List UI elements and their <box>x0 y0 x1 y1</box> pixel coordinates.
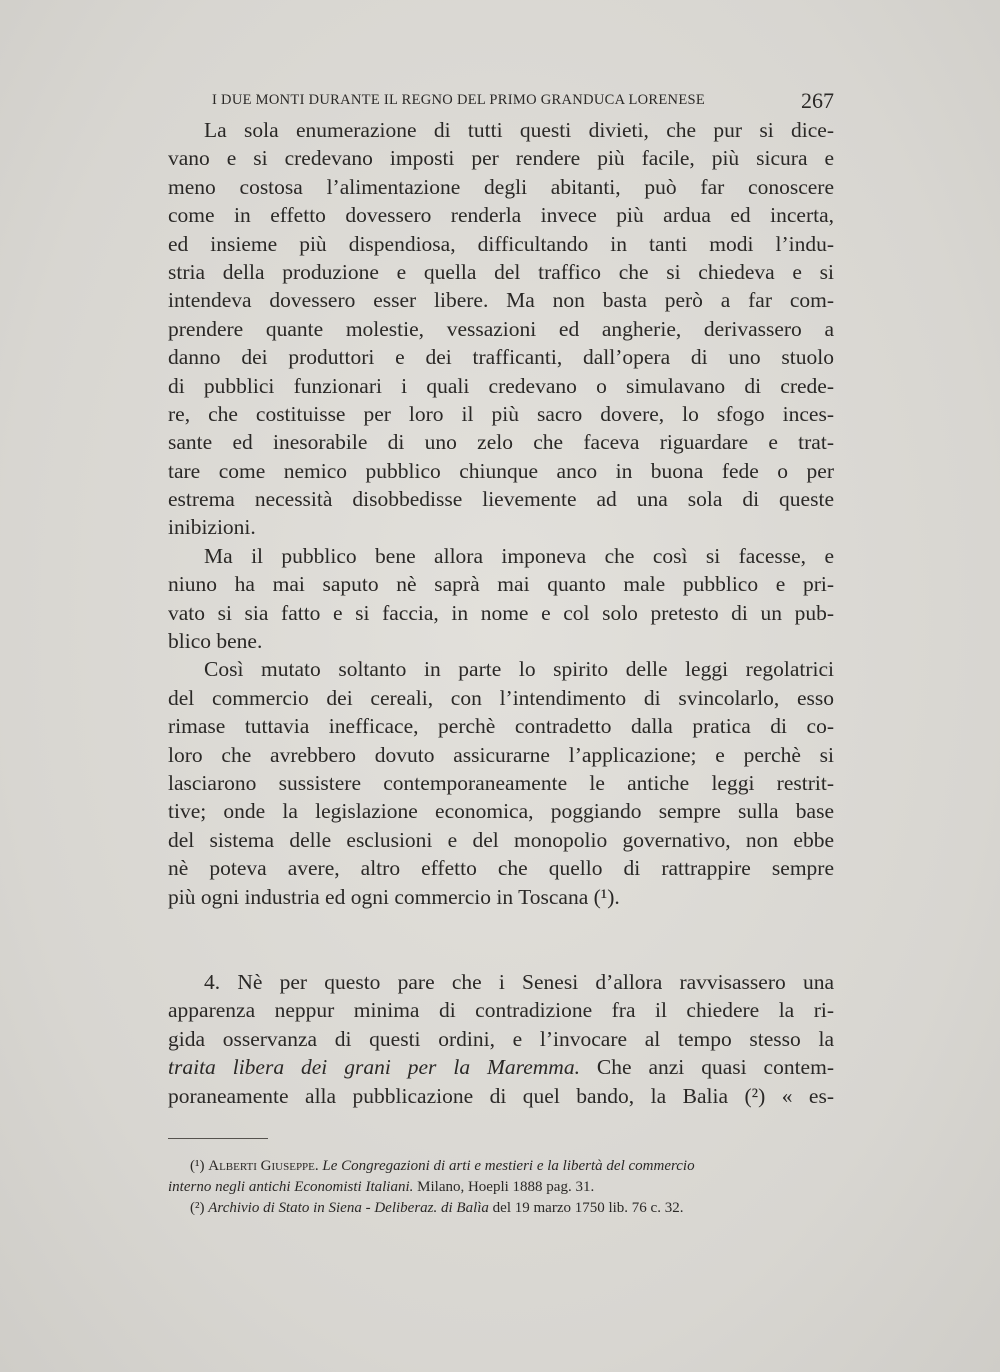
text-line: Così mutato soltanto in parte lo spirito delle leggi regolatrici <box>204 657 834 682</box>
text-line: meno costosa l’alimentazione degli abitanti, può far conoscere <box>168 174 834 199</box>
footnote-title: interno negli antichi Economisti Italiani. <box>168 1179 414 1195</box>
page-header <box>212 88 834 116</box>
text-line: 4. Nè per questo pare che i Senesi d’allora ravvisassero una <box>204 970 834 994</box>
text-line: nè poteva avere, altro effetto che quello di rattrappire sempre <box>168 856 834 881</box>
text-line: sante ed inesorabile di uno zelo che faceva riguardare e trat- <box>168 430 834 455</box>
text-line: Ma il pubblico bene allora imponeva che così si facesse, e <box>204 543 834 568</box>
text-line: re, che costituisse per loro il più sacro dovere, lo sfogo inces- <box>168 401 834 426</box>
footnote-1 <box>168 1156 834 1177</box>
footnote-2 <box>168 1198 834 1219</box>
footnote-author: Alberti Giuseppe. <box>208 1158 319 1174</box>
footnote-marker: (²) <box>190 1200 205 1216</box>
text-line <box>168 883 834 911</box>
page-number: 267 <box>801 88 834 113</box>
footnote-detail: del 19 marzo 1750 lib. 76 c. 32. <box>488 1200 684 1216</box>
footnote-divider <box>168 1138 268 1139</box>
text-line: tive; onde la legislazione economica, poggiando sempre sulla base <box>168 799 834 824</box>
punctuation: . <box>614 884 620 909</box>
text-line: prendere quante molestie, vessazioni ed angherie, derivassero a <box>168 316 834 341</box>
text-line: intendeva dovessero esser libere. Ma non basta però a far com- <box>168 288 834 313</box>
text-line: inibizioni. <box>168 515 256 540</box>
text-line: rimase tuttavia inefficace, perchè contradetto dalla pratica di co- <box>168 714 834 739</box>
text-line: vano e si credevano imposti per rendere più facile, più sicura e <box>168 146 834 171</box>
text-line <box>168 1053 834 1081</box>
footnotes <box>168 1156 834 1219</box>
text-line: niuno ha mai saputo nè saprà mai quanto male pubblico e pri- <box>168 572 834 597</box>
text-line: tare come nemico pubblico chiunque anco in buona fede o per <box>168 458 834 483</box>
footnote-imprint: Milano, Hoepli 1888 pag. 31. <box>413 1179 595 1195</box>
text-line: gida osservanza di questi ordini, e l’invocare al tempo stesso la <box>168 1026 834 1051</box>
text-segment: Che anzi quasi contem- <box>579 1055 834 1080</box>
text-segment: « es- <box>765 1083 834 1108</box>
text-line: La sola enumerazione di tutti questi divieti, che pur si dice- <box>204 118 834 142</box>
text-line: del commercio dei cereali, con l’intendimento di svincolarlo, esso <box>168 685 834 710</box>
text-line: del sistema delle esclusioni e del monopolio governativo, non ebbe <box>168 827 834 852</box>
text-segment: poraneamente alla pubblicazione di quel bando, la Balia <box>168 1083 745 1108</box>
text-segment: più ogni industria ed ogni commercio in Toscana <box>168 884 589 909</box>
text-line: estrema necessità disobbedisse lievemente ad una sola di queste <box>168 487 834 512</box>
footnote-1-cont <box>168 1177 834 1198</box>
footnote-source: Archivio di Stato in Siena - Deliberaz. di Balìa <box>208 1200 489 1216</box>
footnote-ref-1[interactable]: (¹) <box>593 884 615 909</box>
paragraph-1 <box>168 116 834 911</box>
footnote-marker: (¹) <box>190 1158 205 1174</box>
text-line <box>168 1082 834 1110</box>
text-line: stria della produzione e quella del traffico che si chiedeva e si <box>168 259 834 284</box>
text-line: danno dei produttori e dei trafficanti, dall’opera di uno stuolo <box>168 345 834 370</box>
running-title: I DUE MONTI DURANTE IL REGNO DEL PRIMO GRANDUCA LORENESE <box>212 92 705 108</box>
text-line: apparenza neppur minima di contradizione fra il chiedere la ri- <box>168 998 834 1023</box>
text-line: blico bene. <box>168 629 263 654</box>
footnote-title: Le Congregazioni di arti e mestieri e la libertà del commercio <box>322 1158 695 1174</box>
text-line: vato si sia fatto e si faccia, in nome e col solo pretesto di un pub- <box>168 600 834 625</box>
text-line: di pubblici funzionari i quali credevano o simulavano di crede- <box>168 373 834 398</box>
text-line: come in effetto dovessero renderla invece più ardua ed incerta, <box>168 203 834 228</box>
text-line: ed insieme più dispendiosa, difficultando in tanti modi l’indu- <box>168 231 834 256</box>
footnote-ref-2[interactable]: (²) <box>744 1083 766 1108</box>
italic-phrase: traita libera dei grani per la Maremma. <box>168 1055 580 1080</box>
text-line: lasciarono sussistere contemporaneamente le antiche leggi restrit- <box>168 770 834 795</box>
text-line: loro che avrebbero dovuto assicurarne l’applicazione; e perchè si <box>168 742 834 767</box>
section-4-paragraph <box>168 968 834 1110</box>
